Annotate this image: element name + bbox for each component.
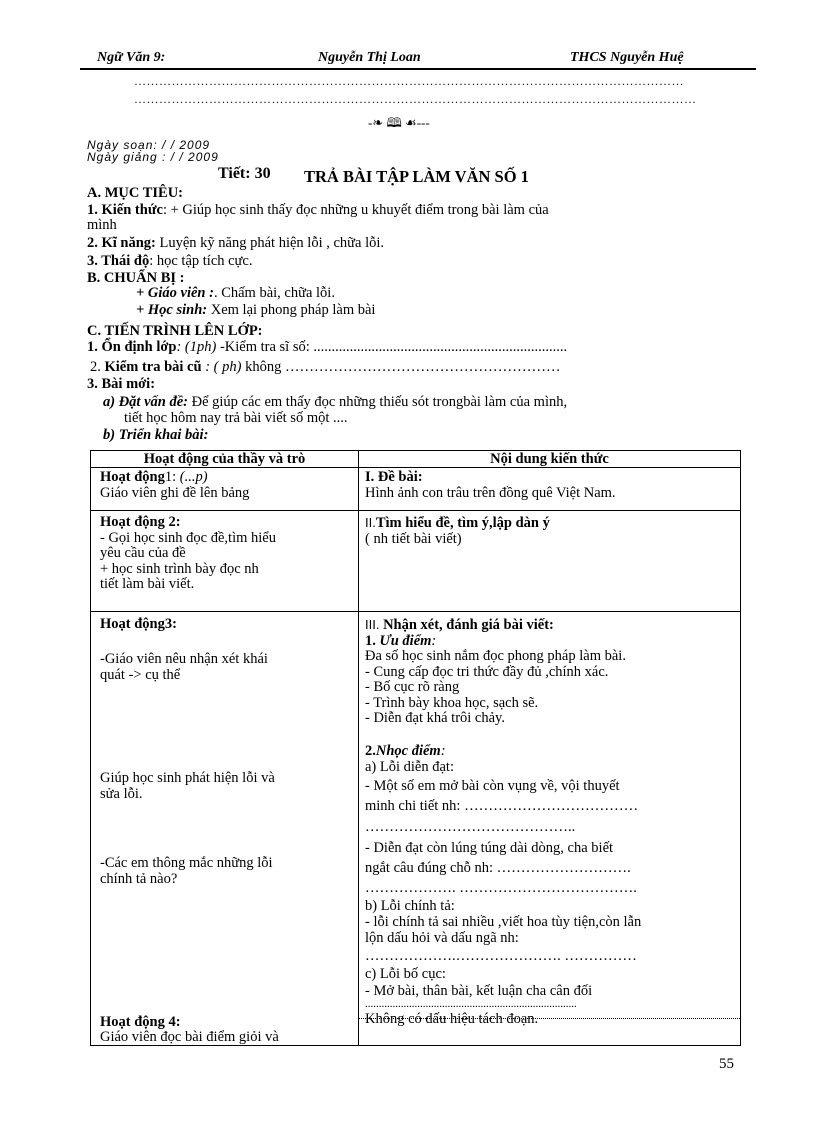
hs-label: + Học sinh: bbox=[136, 302, 208, 318]
a-line: ………………. ………………………………. bbox=[365, 879, 637, 896]
uu-line: - Trình bày khoa học, sạch sẽ. bbox=[365, 694, 539, 711]
hs-text: Xem lại phong pháp làm bài bbox=[207, 302, 376, 318]
kien-thuc-text-2: mình bbox=[87, 217, 117, 233]
header-rule bbox=[80, 68, 756, 70]
row2-right bbox=[365, 515, 737, 547]
kien-thuc-text: : + Giúp học sinh thấy đọc những u khuyết điểm trong bài làm của bbox=[162, 202, 549, 218]
row3-hd4-text: Giáo viên đọc bài điểm giỏi và bbox=[100, 1030, 279, 1045]
row3-hd-block-2 bbox=[100, 771, 355, 802]
trien-khai: b) Triển khai bài: bbox=[103, 427, 209, 443]
lesson-number: Tiết: 30 bbox=[218, 165, 271, 182]
lesson-title: TRẢ BÀI TẬP LÀM VĂN SỐ 1 bbox=[304, 167, 529, 186]
row3-hd-label: Hoạt động3: bbox=[100, 617, 177, 632]
row3-hd4-label: Hoạt động 4: bbox=[100, 1015, 181, 1030]
kien-thuc-line bbox=[87, 202, 549, 218]
row1-right bbox=[365, 470, 737, 501]
uu-diem-num: 1. bbox=[365, 632, 380, 649]
row2-nd-num: II. bbox=[365, 515, 376, 530]
date-soan: Ngày soạn: / / 2009 bbox=[87, 138, 211, 152]
kiem-tra-time: : ( ph) bbox=[201, 359, 242, 375]
section-b-heading: B. CHUẨN BỊ : bbox=[87, 270, 185, 286]
kiem-tra-num: 2. bbox=[90, 359, 101, 375]
uu-line: - Cung cấp đọc tri thức đầy đủ ,chính xác. bbox=[365, 663, 609, 680]
table-border-top bbox=[90, 450, 741, 451]
a-line: - lỗi chính tả sai nhiều ,viết hoa tùy tiện,còn lẫn bbox=[365, 913, 642, 930]
dat-van-de-label: a) Đặt vấn đề: bbox=[103, 394, 188, 410]
dots-line-1: …………………………………………………………………………………………………………………… bbox=[134, 74, 684, 88]
dat-van-de-text: Để giúp các em thấy đọc những thiếu sót trongbài làm của mình, bbox=[187, 394, 568, 410]
row3-hd-line: quát -> cụ thể bbox=[100, 666, 181, 683]
row2-nd-title: Tìm hiểu đề, tìm ý,lập dàn ý bbox=[375, 515, 550, 531]
row3-hd-line: chính tả nào? bbox=[100, 870, 178, 887]
gv-label: + Giáo viên : bbox=[136, 285, 214, 301]
row1-hd-num: 1: bbox=[164, 470, 180, 485]
table-border-right bbox=[740, 450, 741, 1046]
on-dinh-line bbox=[87, 339, 567, 355]
row2-line: tiết làm bài viết. bbox=[100, 576, 195, 592]
nhuoc-colon: : bbox=[440, 743, 446, 759]
nhuoc-num: 2. bbox=[365, 743, 376, 759]
dots-line-2: ……………………………………………………………………………………………………………………… bbox=[134, 92, 697, 106]
row3-right bbox=[365, 617, 737, 727]
section-a-heading: A. MỤC TIÊU: bbox=[87, 185, 183, 201]
uu-line: - Bố cục rõ ràng bbox=[365, 679, 460, 695]
col1-header: Hoạt động của thầy và trò bbox=[143, 452, 306, 467]
a-line: minh chi tiết nh: ……………………………… bbox=[365, 797, 639, 814]
kiem-tra-text: không ………………………………………………… bbox=[241, 359, 561, 375]
on-dinh-time: : (1ph) bbox=[176, 339, 217, 355]
table-column-divider bbox=[358, 450, 359, 1046]
uu-diem: Ưu điểm bbox=[379, 632, 432, 649]
uu-diem-colon: : bbox=[431, 632, 437, 649]
ki-nang-label: 2. Kĩ năng: bbox=[87, 235, 156, 251]
row3-hd-line: -Giáo viên nêu nhận xét khái bbox=[100, 652, 268, 667]
dat-van-de-line bbox=[103, 394, 567, 410]
nhuoc: Nhọc điểm bbox=[375, 743, 441, 759]
uu-line: Đa số học sinh nắm đọc phong pháp làm bài. bbox=[365, 648, 626, 664]
row1-hd-label: Hoạt động bbox=[100, 470, 165, 485]
a-line: ............................................................................. bbox=[365, 998, 577, 1011]
kiem-tra-label: Kiểm tra bài cũ bbox=[100, 359, 202, 375]
hs-line bbox=[136, 302, 375, 318]
a-line: …………………………………….. bbox=[365, 818, 576, 835]
on-dinh-label: 1. Ổn định lớp bbox=[87, 339, 177, 355]
a-line: ……………….…………………. …………… bbox=[365, 948, 637, 965]
row3-nhuoc bbox=[365, 743, 737, 1029]
row1-hd-time: (...p) bbox=[179, 470, 208, 485]
table-row1-rule bbox=[90, 510, 741, 511]
col2-header: Nội dung kiến thức bbox=[490, 452, 609, 467]
row3-hd-block-1 bbox=[100, 652, 355, 683]
ki-nang-line bbox=[87, 235, 384, 251]
row2-line: - Gọi học sinh đọc đề,tìm hiểu bbox=[100, 529, 276, 546]
dat-van-de-text-2: tiết học hôm nay trả bài viết số một .... bbox=[124, 410, 348, 426]
thai-do-label: 3. Thái độ bbox=[87, 253, 150, 269]
a-line: b) Lỗi chính tả: bbox=[365, 897, 455, 914]
row2-hd-label: Hoạt động 2: bbox=[100, 515, 181, 530]
a-line: - Diễn đạt còn lúng túng dài dòng, cha biết bbox=[365, 839, 614, 856]
row3-nd-num: III. bbox=[365, 617, 384, 632]
row2-line: yêu cầu của đề bbox=[100, 545, 186, 561]
row1-nd-text: Hình ảnh con trâu trên đồng quê Việt Nam. bbox=[365, 484, 616, 501]
a-line: ngắt câu đúng chỗ nh: ………………………. bbox=[365, 859, 631, 876]
section-c-heading: C. TIẾN TRÌNH LÊN LỚP: bbox=[87, 323, 263, 339]
a-line: c) Lỗi bố cục: bbox=[365, 966, 446, 983]
row3-hd-line: sửa lỗi. bbox=[100, 785, 143, 802]
row2-left bbox=[100, 515, 355, 593]
bai-moi: 3. Bài mới: bbox=[87, 376, 156, 392]
ki-nang-text: Luyện kỹ năng phát hiện lỗi , chữa lỗi. bbox=[155, 235, 385, 251]
on-dinh-text: -Kiểm tra sĩ số: ...................................................................... bbox=[216, 339, 568, 355]
row1-nd-title: I. Đề bài: bbox=[365, 470, 423, 485]
a-line: - Một số em mở bài còn vụng về, vội thuyết bbox=[365, 777, 620, 794]
row2-line: + học sinh trình bày đọc nh bbox=[100, 560, 259, 577]
a-line: - Mở bài, thân bài, kết luận cha cân đối bbox=[365, 982, 593, 999]
gv-text: . Chấm bài, chữa lỗi. bbox=[213, 285, 335, 301]
row2-nd-text: ( nh tiết bài viết) bbox=[365, 530, 462, 547]
header-subject: Ngữ Văn 9: bbox=[97, 50, 166, 65]
ornament: -❧ 🕮 ☙--- bbox=[368, 115, 430, 130]
row1-left bbox=[100, 470, 355, 501]
a-line: Không có dấu hiệu tách đoạn. bbox=[365, 1011, 539, 1028]
a-line: lộn dấu hỏi và dấu ngã nh: bbox=[365, 930, 519, 947]
table-row2-rule bbox=[90, 611, 741, 612]
gv-line bbox=[136, 285, 335, 301]
date-giang: Ngày giảng : / / 2009 bbox=[87, 150, 219, 164]
kiem-tra-line bbox=[90, 359, 560, 375]
row3-hd-line: -Các em thông mắc những lỗi bbox=[100, 856, 273, 871]
thai-do-line bbox=[87, 253, 252, 269]
uu-line: - Diễn đạt khá trôi chảy. bbox=[365, 710, 505, 726]
thai-do-text: : học tập tích cực. bbox=[149, 253, 253, 269]
kien-thuc-label: 1. Kiến thức bbox=[87, 202, 163, 218]
row3-nd-title: Nhận xét, đánh giá bài viết: bbox=[383, 617, 554, 633]
a-label: a) Lỗi diễn đạt: bbox=[365, 759, 454, 776]
header-school: THCS Nguyễn Huệ bbox=[570, 50, 684, 65]
header-author: Nguyễn Thị Loan bbox=[318, 50, 421, 65]
row3-hd-block-3 bbox=[100, 856, 355, 887]
page-number: 55 bbox=[719, 1056, 734, 1072]
row3-hd-line: Giúp học sinh phát hiện lỗi và bbox=[100, 771, 275, 786]
table-border-left bbox=[90, 450, 91, 1046]
row1-hd-text: Giáo viên ghi đề lên bảng bbox=[100, 484, 250, 501]
